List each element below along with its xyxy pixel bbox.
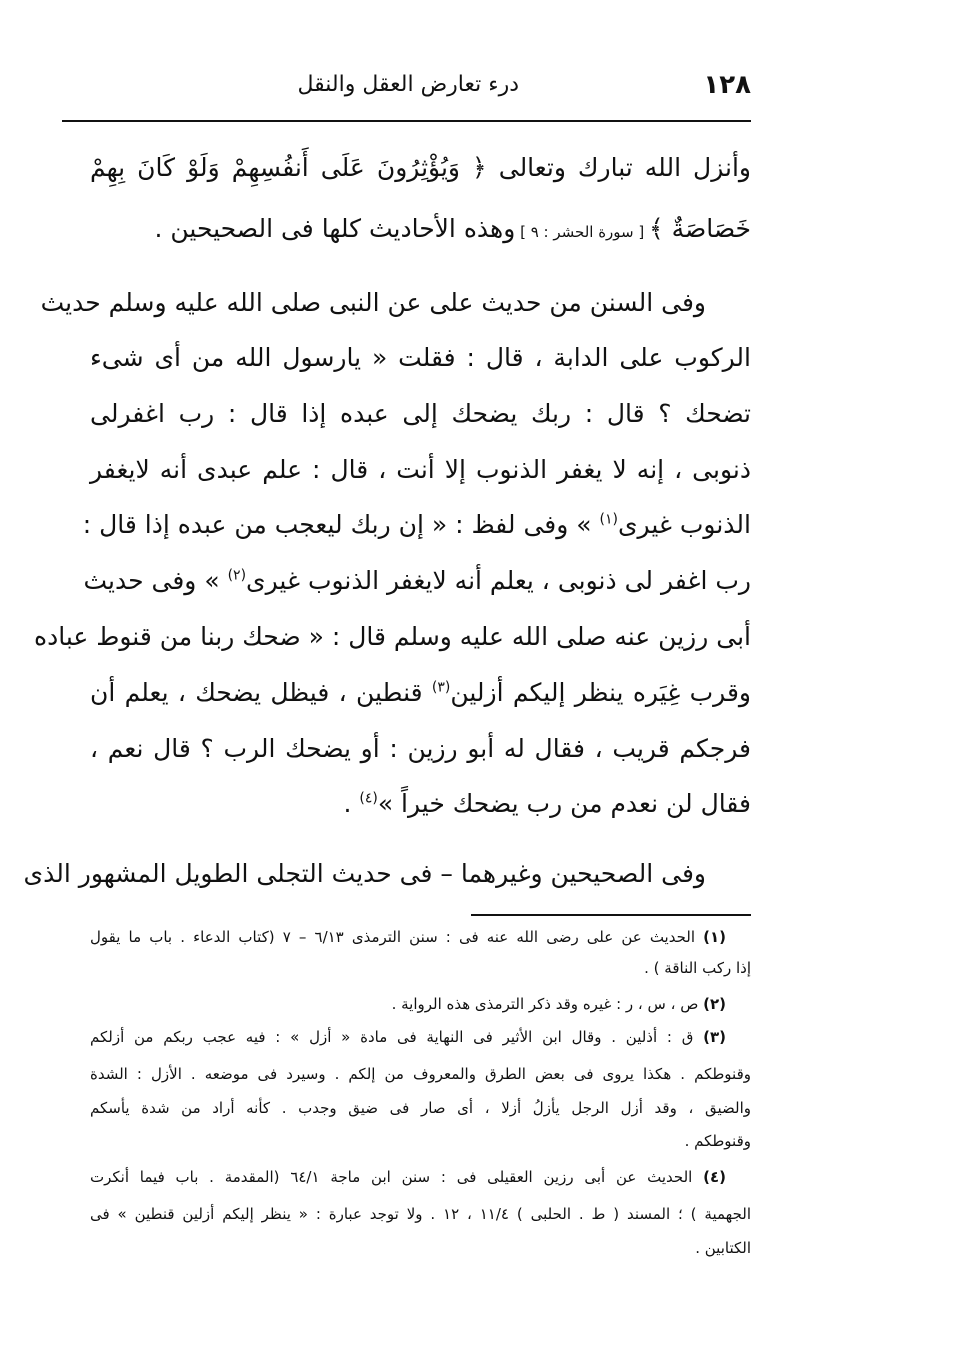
footnote-marker: (٣) [431, 679, 451, 696]
footnote-marker: (٢) [227, 567, 247, 584]
footnote-text: الكتابين . [695, 1239, 751, 1257]
footnote-text: إذا ركب الناقة ) . [644, 959, 751, 977]
body-text: » وفى حديث [83, 566, 228, 595]
body-line [40, 285, 706, 325]
quran-verse: خَصَاصَةٌ ﴾ [649, 214, 751, 243]
body-text: وأنزل الله تبارك وتعالى [486, 153, 751, 182]
body-line [90, 340, 751, 380]
body-line [90, 675, 751, 715]
body-text: تضحك ؟ قال : ربك يضحك إلى عبده إذا قال : رب اغفرلى [90, 399, 751, 428]
footnote-number: (٢) [703, 995, 726, 1013]
body-text: وفى الصحيحين وغيرهما – فى حديث التجلى الطويل المشهور الذى [23, 859, 706, 888]
body-line [90, 211, 751, 251]
footnote-text: ص ، س ، ر : غيره وقد ذكر الترمذى هذه الرواية . [391, 995, 704, 1013]
body-text: فقال لن نعدم من رب يضحك خيراً » [377, 789, 751, 818]
page-number: ١٢٨ [703, 70, 751, 100]
footnote-marker: (١) [599, 511, 618, 528]
body-text: » وفى لفظ : « إن ربك ليعجب من عبده إذا قال : [82, 510, 600, 539]
body-text: رب اغفر لى ذنوبى ، يعلم أنه لايغفر الذنوب غيرى [246, 566, 751, 595]
quran-verse: ﴿ وَيُؤْثِرُونَ عَلَى أَنفُسِهِمْ وَلَوْ كَانَ بِهِمْ [90, 153, 487, 182]
footnote-line [90, 1063, 751, 1087]
body-text: الركوب على الدابة ، قال : فقلت « يارسول الله من أى شىء [90, 343, 751, 372]
footnote-text: الحديث عن على رضى الله عنه فى : سنن الترمذى ٦/١٣ – ٧ (كتاب الدعاء . باب ما يقول [90, 928, 704, 946]
footnote-marker: (٤) [359, 790, 378, 807]
body-text: قنطين ، فيظل يضحك ، يعلم أن [90, 678, 432, 707]
body-line [90, 150, 751, 190]
footnote-line [90, 1166, 726, 1190]
footnote-line [90, 926, 726, 950]
footnote-text: الجهمية ) ؛ المسند ( ط . الحلبى ) ١١/٤ ، ١٢ . ولا توجد عبارة : « ينظر إليكم أزلين قنطين » فى [90, 1205, 751, 1223]
body-text: وقرب غِيَره ينظر إليكم أزلين [450, 678, 751, 707]
footnote-line [90, 1203, 751, 1227]
body-line [34, 619, 751, 659]
footnote-divider [471, 914, 751, 916]
body-text: فرجكم قريب ، فقال له أبو رزين : أو يضحك الرب ؟ قال نعم ، [90, 734, 751, 763]
footnote-line [90, 957, 751, 981]
body-text: وفى السنن من حديث على عن النبى صلى الله عليه وسلم حديث [40, 288, 706, 317]
footnote-line [90, 993, 726, 1017]
header-divider [62, 120, 751, 122]
body-line [90, 396, 751, 436]
body-text: ذنوبى ، إنه لا يغفر الذنوب إلا أنت ، قال : علم عبدى أنه لايغفر [90, 455, 751, 484]
body-line [23, 856, 706, 896]
footnote-text: ق : أذلين . وقال ابن الأثير فى النهاية فى مادة « أزل » : فيه عجب ربكم من أزلكم [90, 1028, 704, 1046]
footnote-number: (٣) [703, 1028, 726, 1046]
footnote-line [90, 1097, 751, 1121]
body-text: أبى رزين عنه صلى الله عليه وسلم قال : « ضحك ربنا من قنوط عباده [34, 622, 751, 651]
surah-reference: [ سورة الحشر : ٩ ] [515, 223, 650, 241]
body-line [83, 563, 751, 603]
body-text: . [343, 789, 360, 818]
running-title: درء تعارض العقل والنقل [297, 72, 519, 97]
body-line [82, 507, 751, 547]
body-text: الذنوب غيرى [617, 510, 751, 539]
footnote-number: (١) [703, 928, 726, 946]
footnote-text: والضيق ، وقد أزل الرجل يأزلُ أزلا ، أى صار فى ضيق وجدب . كأنه أراد من شدة يأسكم [90, 1099, 751, 1117]
body-line [90, 452, 751, 492]
body-text: وهذه الأحاديث كلها فى الصحيحين . [154, 214, 516, 243]
footnote-text: وقنوطكم . هكذا يروى فى بعض الطرق والمعروف من إلكم . وسيرد فى موضعه . الأزل : الشدة [90, 1065, 751, 1083]
footnote-line [90, 1130, 751, 1154]
page-header [62, 64, 751, 116]
footnote-text: وقنوطكم . [684, 1132, 751, 1150]
footnote-line [90, 1237, 751, 1261]
footnote-text: الحديث عن أبى رزين العقيلى فى : سنن ابن ماجة ٦٤/١ (المقدمة . باب فيما أنكرت [90, 1168, 704, 1186]
footnote-number: (٤) [703, 1168, 726, 1186]
body-line [90, 786, 751, 826]
footnote-line [90, 1026, 726, 1050]
body-line [90, 731, 751, 771]
